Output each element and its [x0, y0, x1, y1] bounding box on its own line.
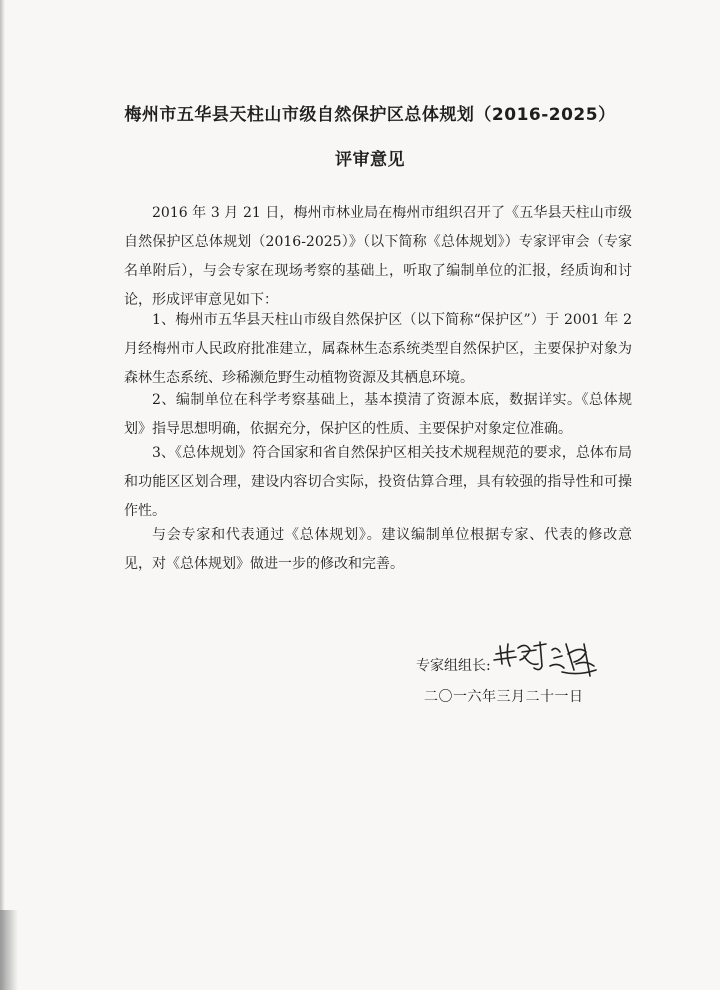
paragraph-item-2: 2、编制单位在科学考察基础上，基本摸清了资源本底，数据详实。《总体规划》指导思想明确，依据充分，保护区的性质、主要保护对象定位准确。 [124, 392, 632, 437]
scan-shadow-bottom [0, 910, 18, 990]
signature-date: 二〇一六年三月二十一日 [424, 689, 584, 705]
scan-shadow-left [0, 0, 5, 990]
paragraph-item-1: 1、梅州市五华县天柱山市级自然保护区（以下简称“保护区”）于 2001 年 2 月经梅州市人民政府批准建立，属森林生态系统类型自然保护区，主要保护对象为森林生态系统、珍稀濒危野生动植物资源及其栖息环境。 [124, 312, 632, 386]
paragraph-item-3: 3、《总体规划》符合国家和省自然保护区相关技术规程规范的要求，总体布局和功能区区划合理，建设内容切合实际，投资估算合理，具有较强的指导性和可操作性。 [124, 445, 632, 519]
document-subtitle: 评审意见 [335, 150, 405, 170]
handwritten-signature [490, 636, 600, 682]
document-title: 梅州市五华县天柱山市级自然保护区总体规划（2016-2025） [124, 105, 616, 125]
signature-label: 专家组组长: [416, 658, 491, 674]
paragraph-conclusion: 与会专家和代表通过《总体规划》。建议编制单位根据专家、代表的修改意见，对《总体规划》做进一步的修改和完善。 [124, 527, 632, 572]
paragraph-intro: 2016 年 3 月 21 日，梅州市林业局在梅州市组织召开了《五华县天柱山市级自然保护区总体规划（2016-2025）》（以下简称《总体规划》）专家评审会（专家名单附后），与会专家在现场考察的基础上，听取了编制单位的汇报，经质询和讨论，形成评审意见如下： [124, 205, 632, 308]
